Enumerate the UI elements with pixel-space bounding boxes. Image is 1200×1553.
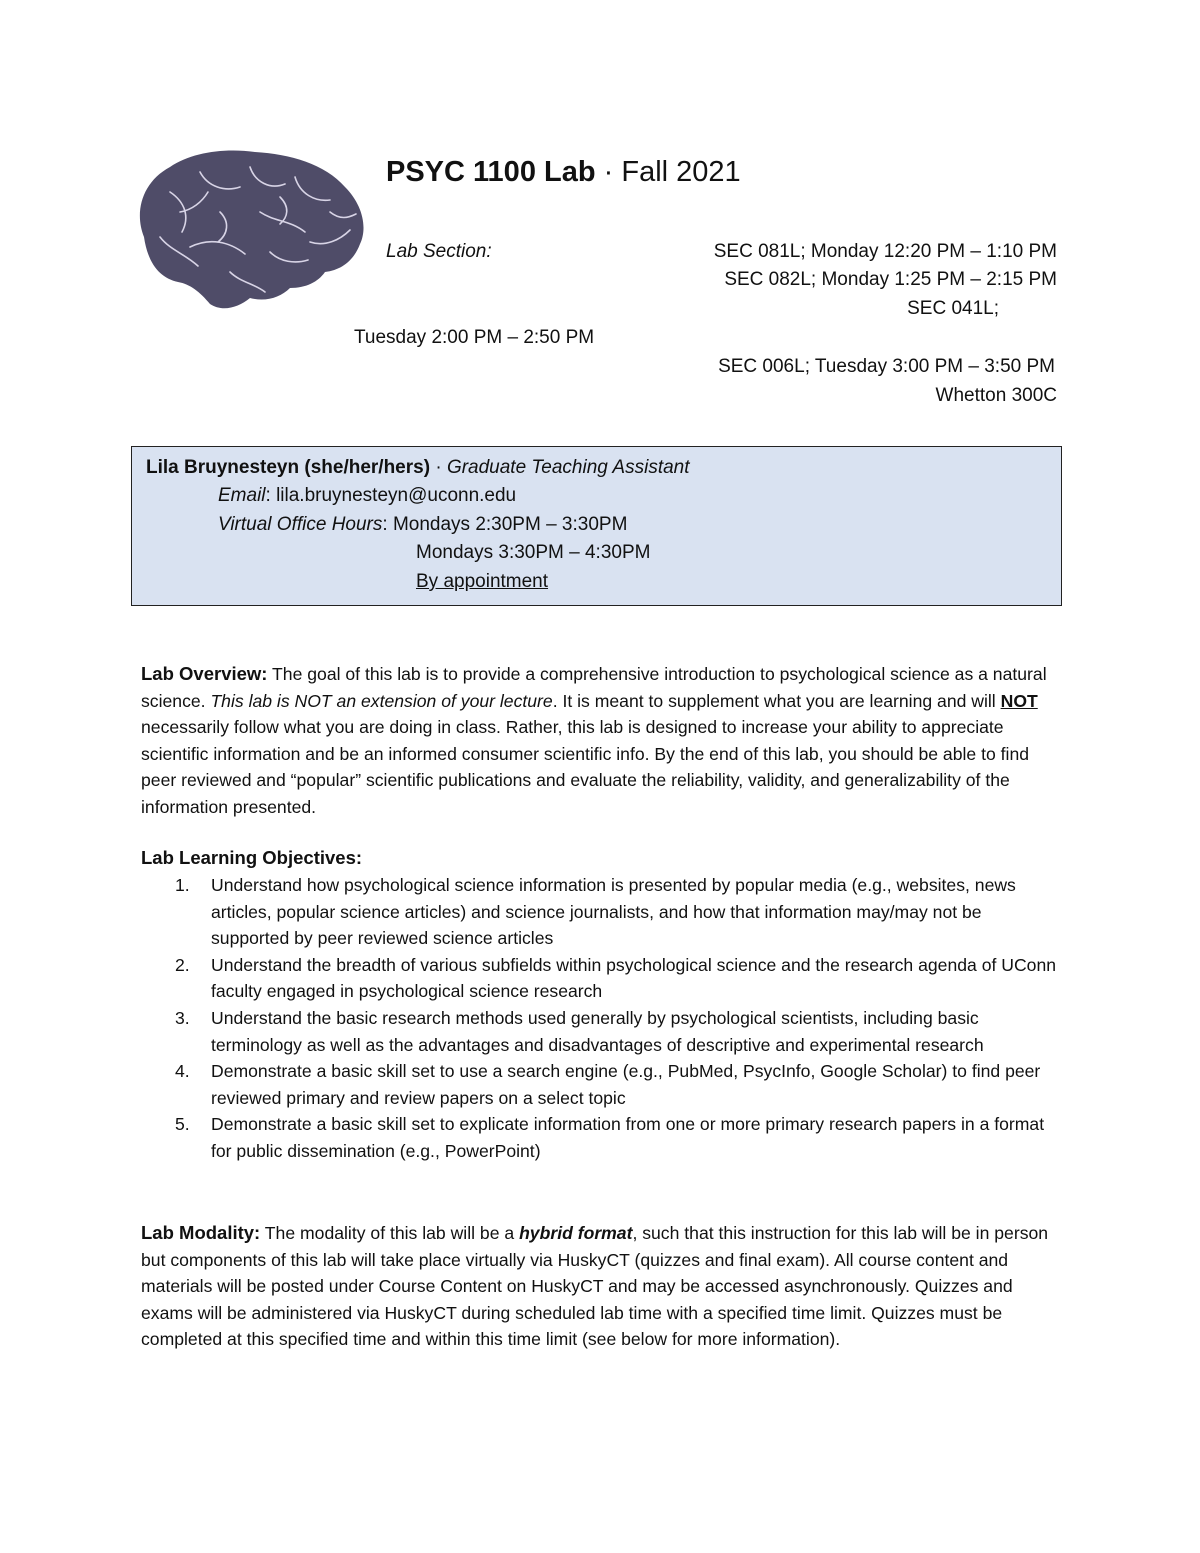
section-line: SEC 081L; Monday 12:20 PM – 1:10 PM [713, 241, 1057, 262]
modality-text: The modality of this lab will be a [260, 1223, 520, 1243]
modality-text: , such that this instruction for this lab will be in person but components of this lab will take place virtually via HuskyCT (quizzes and final exam). All course content and materials will be posted under Course Content on HuskyCT and may be accessed asynchronously. Quizzes and exams will be administered via HuskyCT during scheduled lab time with a specified time limit. Quizzes must be completed at this specified time and within this time limit (see below for more information). [141, 1223, 1049, 1350]
ta-name: Lila Bruynesteyn (she/her/hers) [146, 457, 431, 478]
item-text: Understand the breadth of various subfields within psychological science and the research agenda of UConn faculty engaged in psychological science research [211, 954, 1057, 1002]
overview-text: . It is meant to supplement what you are learning and will [552, 690, 1001, 711]
ta-role: Graduate Teaching Assistant [446, 457, 690, 478]
email-label: Email [218, 485, 266, 506]
ta-email-line [218, 485, 516, 507]
lab-modality [141, 1220, 1061, 1353]
office-hours-slot: : Mondays 2:30PM – 3:30PM [382, 514, 628, 535]
item-text: Demonstrate a basic skill set to explicate information from one or more primary research papers in a format for public dissemination (e.g., PowerPoint) [211, 1114, 1045, 1161]
course-title: PSYC 1100 Lab [386, 156, 596, 188]
office-hours-slot: Mondays 3:30PM – 4:30PM [416, 542, 651, 563]
list-item [141, 1058, 1061, 1111]
brain-icon [130, 142, 368, 314]
ta-email[interactable]: : lila.bruynesteyn@uconn.edu [265, 485, 517, 506]
appointment-link[interactable]: By appointment [416, 571, 549, 592]
item-number: 1. [175, 875, 190, 895]
objectives-heading: Lab Learning Objectives: [141, 847, 363, 868]
ta-info-box [131, 446, 1062, 606]
list-item [141, 1005, 1061, 1058]
section-line: Whetton 300C [935, 385, 1057, 406]
section-line: SEC 041L; [907, 298, 999, 319]
ta-name-line [146, 457, 690, 479]
section-line: SEC 006L; Tuesday 3:00 PM – 3:50 PM [718, 356, 1055, 377]
overview-text: The goal of this lab is to provide a comprehensive introduction to psychological science as a natural science. [141, 664, 1047, 711]
list-item [141, 952, 1061, 1005]
term: Fall 2021 [621, 156, 741, 188]
overview-text: necessarily follow what you are doing in class. Rather, this lab is designed to increase your ability to appreciate scientific information and be an informed consumer scientific info. By the end of this lab, you should be able to find peer reviewed and “popular” scientific publications and evaluate the reliability, validity, and generalizability of the information presented. [141, 717, 1030, 817]
list-item [141, 872, 1061, 952]
item-text: Demonstrate a basic skill set to use a search engine (e.g., PubMed, PsycInfo, Google Scholar) to find peer reviewed primary and review papers on a select topic [211, 1061, 1041, 1108]
item-number: 5. [175, 1114, 190, 1135]
page-title [386, 156, 741, 189]
item-text: Understand how psychological science information is presented by popular media (e.g., websites, news articles, popular science articles) and science journalists, and how that information may/may not be supported by peer reviewed science articles [211, 875, 1016, 949]
lab-overview [141, 661, 1061, 821]
lab-section-label: Lab Section: [386, 241, 492, 262]
ta-separator: · [430, 457, 447, 478]
overview-italic: This lab is NOT an extension of your lecture [210, 690, 553, 711]
objectives-heading-wrap [141, 845, 1061, 872]
item-number: 3. [175, 1007, 190, 1028]
overview-heading: Lab Overview: [141, 663, 268, 684]
objectives-list [141, 872, 1061, 1165]
modality-heading: Lab Modality: [141, 1222, 261, 1243]
item-text: Understand the basic research methods used generally by psychological scientists, including basic terminology as well as the advantages and disadvantages of descriptive and experimental research [211, 1007, 984, 1055]
item-number: 4. [175, 1061, 190, 1082]
section-line: SEC 082L; Monday 1:25 PM – 2:15 PM [724, 269, 1057, 290]
brain-logo [130, 142, 368, 314]
section-line: Tuesday 2:00 PM – 2:50 PM [354, 327, 595, 348]
office-hours-line [218, 514, 627, 536]
item-number: 2. [175, 954, 190, 975]
title-separator: · [603, 156, 614, 188]
modality-emphasis: hybrid format [519, 1223, 633, 1243]
list-item [141, 1111, 1061, 1164]
overview-not: NOT [1000, 690, 1038, 711]
office-hours-label: Virtual Office Hours [218, 514, 383, 535]
